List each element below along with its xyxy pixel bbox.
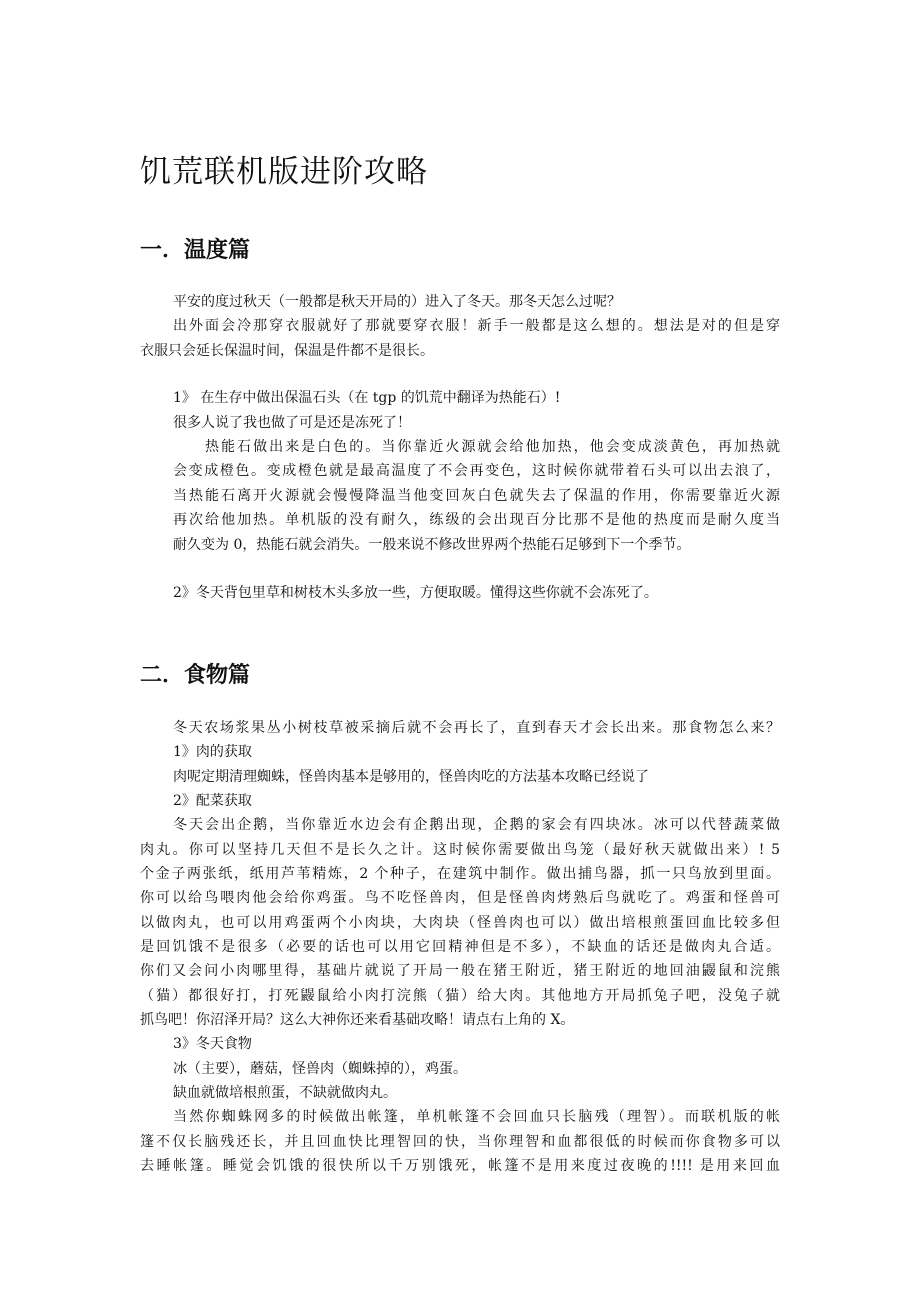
- paragraph-line: 冰（主要），蘑菇，怪兽肉（蜘蛛掉的），鸡蛋。: [173, 1061, 467, 1077]
- paragraph-line: 会变成橙色。变成橙色就是最高温度了不会再变色，这时候你就带着石头可以出去浪了，: [173, 463, 780, 479]
- paragraph-line: 你们又会问小肉哪里得，基础片就说了开局一般在猪王附近，猪王附近的地回油鼹鼠和浣熊: [140, 963, 780, 979]
- paragraph-line: 缺血就做培根煎蛋，不缺就做肉丸。: [173, 1085, 397, 1101]
- paragraph-line: 篷不仅长脑残还长，并且回血快比理智回的快，当你理智和血都很低的时候而你食物多可以: [140, 1134, 780, 1150]
- paragraph-line: 热能石做出来是白色的。当你靠近火源就会给他加热，他会变成淡黄色，再加热就: [205, 439, 780, 455]
- paragraph-line: 出外面会冷那穿衣服就好了那就要穿衣服！新手一般都是这么想的。想法是对的但是穿: [173, 318, 780, 334]
- paragraph-line: 肉丸。你可以坚持几天但不是长久之计。这时候你需要做出鸟笼（最好秋天就做出来）! 5: [140, 842, 780, 858]
- paragraph-line: 当热能石离开火源就会慢慢降温当他变回灰白色就失去了保温的作用，你需要靠近火源: [173, 488, 780, 504]
- paragraph-line: 平安的度过秋天（一般都是秋天开局的）进入了冬天。那冬天怎么过呢？: [173, 294, 621, 310]
- paragraph-line: 抓鸟吧！你沼泽开局？这么大神你还来看基础攻略！请点右上角的 X。: [140, 1012, 575, 1028]
- paragraph-line: 是回饥饿不是很多（必要的话也可以用它回精神但是不多），不缺血的话还是做肉丸合适。: [140, 939, 780, 955]
- paragraph-line: 肉呢定期清理蜘蛛，怪兽肉基本是够用的，怪兽肉吃的方法基本攻略已经说了: [173, 769, 649, 785]
- paragraph-line: 耐久变为 0，热能石就会消失。一般来说不修改世界两个热能石足够到下一个季节。: [173, 537, 691, 553]
- paragraph-line: 个金子两张纸，纸用芦苇精炼，2 个种子，在建筑中制作。做出捕鸟器，抓一只鸟放到里面。: [140, 866, 780, 882]
- subheading-meat: 1》肉的获取: [173, 744, 252, 760]
- section-heading-temperature: 一．温度篇: [140, 238, 251, 263]
- list-item-winter-backpack: 2》冬天背包里草和树枝木头多放一些，方便取暖。懂得这些你就不会冻死了。: [173, 585, 658, 601]
- section-heading-food: 二．食物篇: [140, 663, 251, 688]
- document-title: 饥荒联机版进阶攻略: [140, 154, 428, 190]
- subheading-side-dishes: 2》配菜获取: [173, 793, 252, 809]
- paragraph-line: 再次给他加热。单机版的没有耐久，练级的会出现百分比那不是他的热度而是耐久度当: [173, 512, 780, 528]
- paragraph-line: 冬天农场浆果丛小树枝草被采摘后就不会再长了，直到春天才会长出来。那食物怎么来？: [173, 720, 780, 736]
- paragraph-line: 当然你蜘蛛网多的时候做出帐篷，单机帐篷不会回血只长脑残（理智）。而联机版的帐: [173, 1109, 780, 1125]
- paragraph-line: 衣服只会延长保温时间，保温是件都不是很长。: [140, 343, 434, 359]
- list-item-heat-stone: 1》 在生存中做出保温石头（在 tgp 的饥荒中翻译为热能石）!: [173, 390, 561, 406]
- paragraph-line: 你可以给鸟喂肉他会给你鸡蛋。鸟不吃怪兽肉，但是怪兽肉烤熟后鸟就吃了。鸡蛋和怪兽可: [140, 890, 780, 906]
- paragraph-line: 去睡帐篷。睡觉会饥饿的很快所以千万别饿死，帐篷不是用来度过夜晚的!!!! 是用来回血: [140, 1158, 780, 1174]
- paragraph-line: 以做肉丸，也可以用鸡蛋两个小肉块，大肉块（怪兽肉也可以）做出培根煎蛋回血比较多但: [140, 915, 780, 931]
- paragraph-line: （猫）都很好打，打死鼹鼠给小肉打浣熊（猫）给大肉。其他地方开局抓兔子吧，没兔子就: [140, 988, 780, 1004]
- paragraph-line: 很多人说了我也做了可是还是冻死了！: [173, 415, 411, 431]
- paragraph-line: 冬天会出企鹅，当你靠近水边会有企鹅出现，企鹅的家会有四块冰。冰可以代替蔬菜做: [173, 817, 780, 833]
- subheading-winter-food: 3》冬天食物: [173, 1036, 252, 1052]
